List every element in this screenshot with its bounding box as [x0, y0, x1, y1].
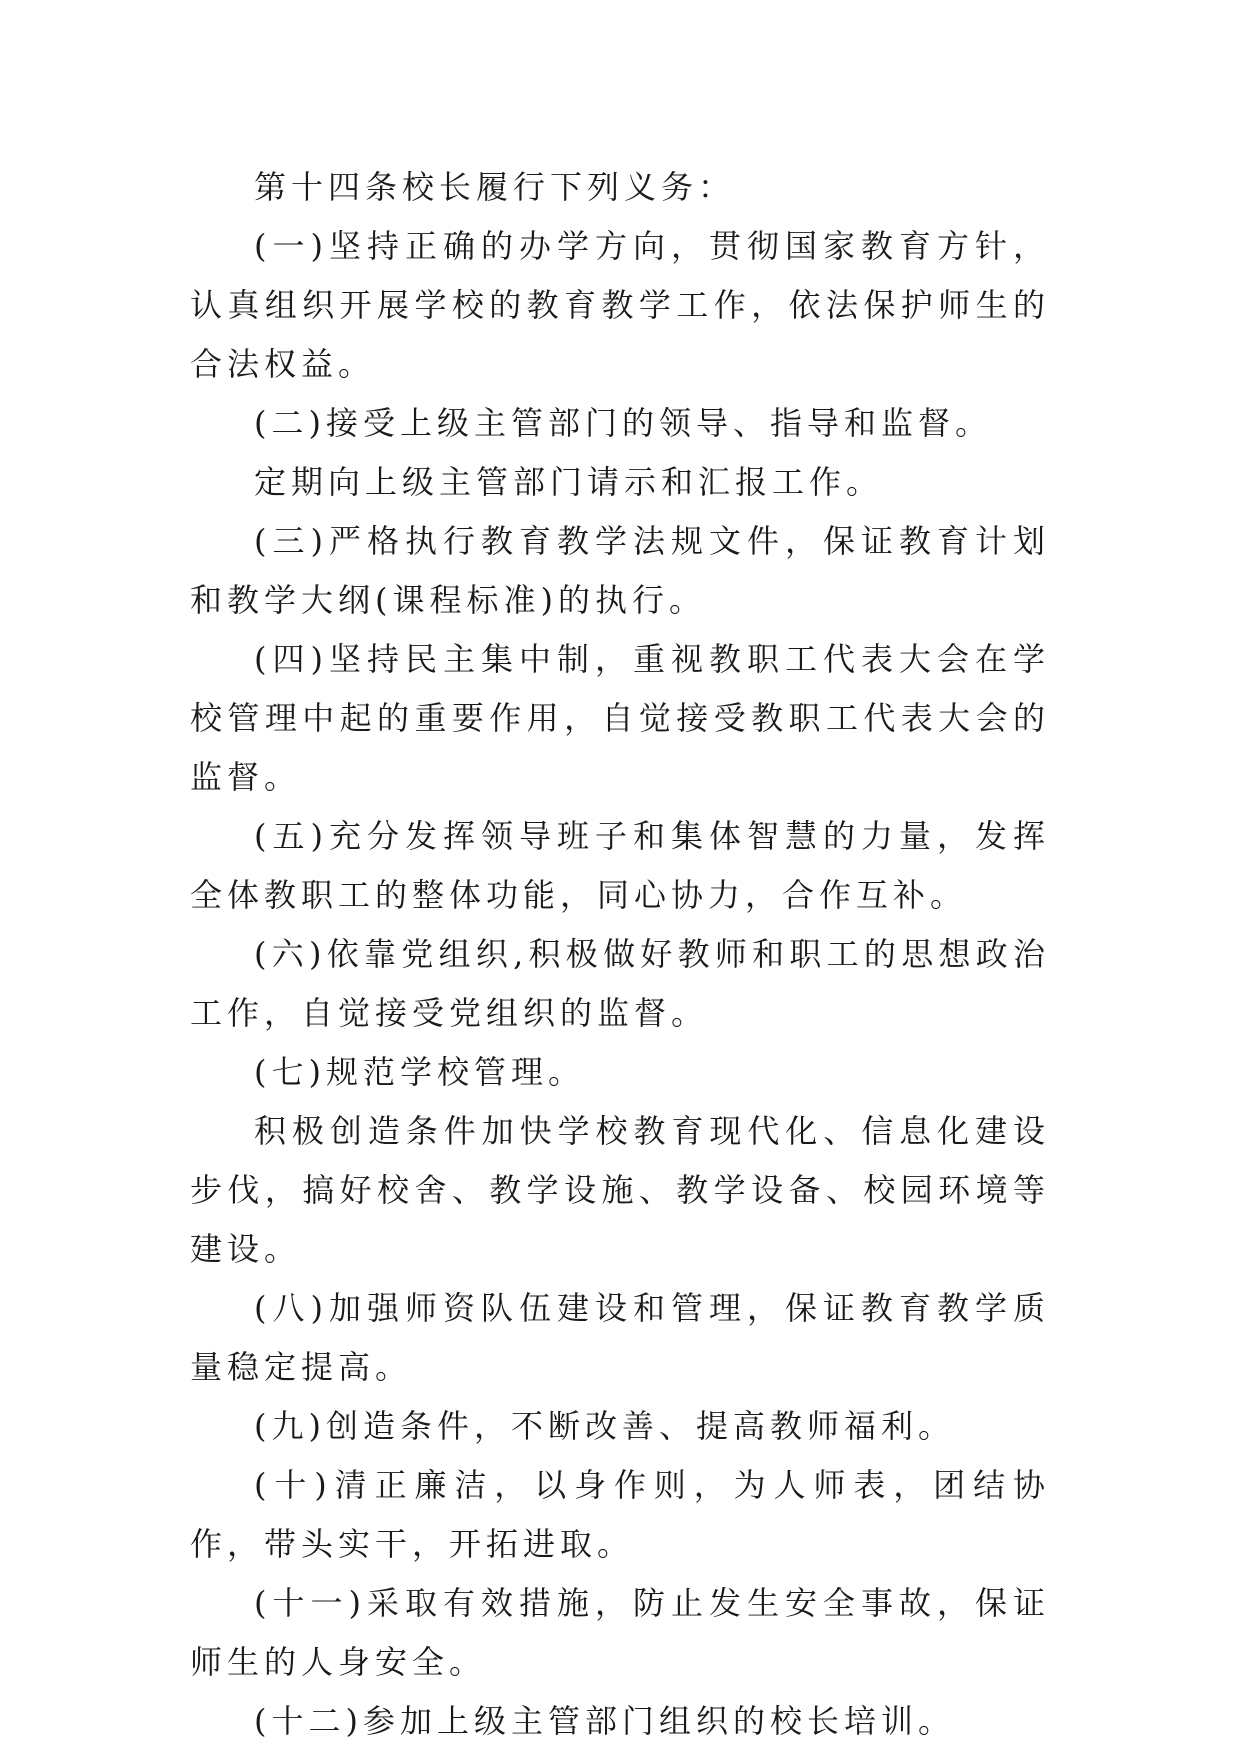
paragraph-item-7-continued: 积极创造条件加快学校教育现代化、信息化建设步伐，搞好校舍、教学设施、教学设备、校园环境等建设。: [190, 1112, 1050, 1268]
paragraph-article-14-heading: 第十四条校长履行下列义务：: [254, 168, 736, 206]
paragraph-item-5: (五)充分发挥领导班子和集体智慧的力量，发挥全体教职工的整体功能，同心协力，合作互补。: [190, 817, 1050, 914]
paragraph-item-4: (四)坚持民主集中制，重视教职工代表大会在学校管理中起的重要作用，自觉接受教职工代表大会的监督。: [190, 640, 1050, 796]
document-body: [190, 158, 1050, 1751]
paragraph-item-1: (一)坚持正确的办学方向，贯彻国家教育方针，认真组织开展学校的教育教学工作，依法保护师生的合法权益。: [190, 227, 1050, 383]
paragraph-item-9: (九)创造条件，不断改善、提高教师福利。: [254, 1407, 955, 1445]
paragraph-item-2-continued: 定期向上级主管部门请示和汇报工作。: [254, 463, 884, 501]
paragraph-item-10: (十)清正廉洁，以身作则，为人师表，团结协作，带头实干，开拓进取。: [190, 1466, 1050, 1563]
paragraph-item-8: (八)加强师资队伍建设和管理，保证教育教学质量稳定提高。: [190, 1289, 1050, 1386]
paragraph-item-11: (十一)采取有效措施，防止发生安全事故，保证师生的人身安全。: [190, 1584, 1050, 1681]
paragraph-item-6: (六)依靠党组织,积极做好教师和职工的思想政治工作，自觉接受党组织的监督。: [190, 935, 1050, 1032]
paragraph-item-3: (三)严格执行教育教学法规文件，保证教育计划和教学大纲(课程标准)的执行。: [190, 522, 1050, 619]
paragraph-item-2: (二)接受上级主管部门的领导、指导和监督。: [254, 404, 992, 442]
paragraph-item-7: (七)规范学校管理。: [254, 1053, 585, 1091]
paragraph-item-12: (十二)参加上级主管部门组织的校长培训。: [254, 1702, 955, 1740]
